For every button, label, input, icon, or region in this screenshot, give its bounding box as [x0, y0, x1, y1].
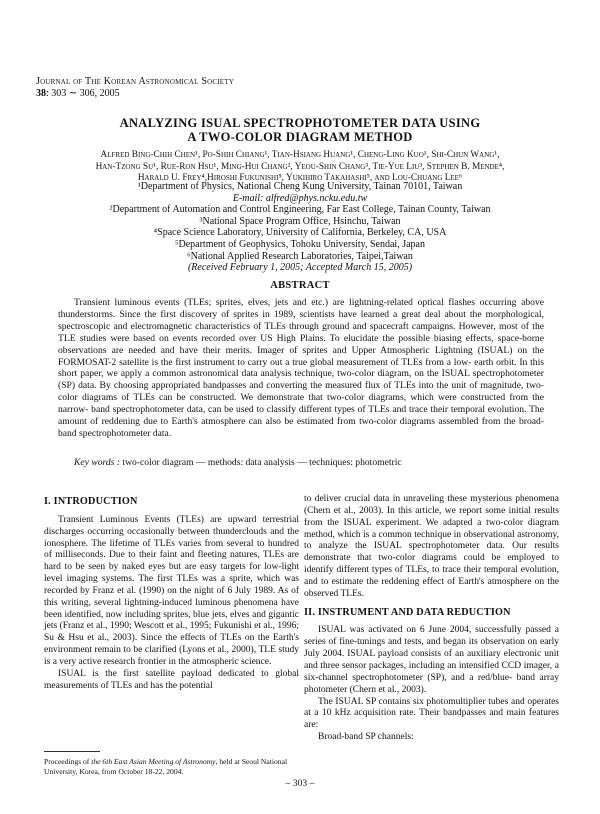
- page-number: – 303 –: [285, 778, 315, 789]
- section-2-heading: II. INSTRUMENT AND DATA REDUCTION: [304, 606, 511, 618]
- keywords-label: Key words :: [74, 457, 121, 468]
- affiliation-1: ¹Department of Physics, National Cheng Kung University, Tainan 70101, Taiwan: [137, 181, 463, 192]
- authors-line-2: Han-Tzong Su¹, Rue-Ron Hsu¹, Ming-Hui Chang², Yeou-Shin Chang³, Tie-Yue Liu³, Stephen B. Mende⁴,: [95, 161, 505, 172]
- abstract-text: Transient luminous events (TLEs; sprites, elves, jets and etc.) are lightning-related optical flashes occurring above thunderstorms. Since the first discovery of sprites in 1989, scientists have learned a great deal about the morphological, spectroscopic and electromagnetic characteristics of TLEs through ground and spacecraft campaigns. However, most of the TLE studies were based on events recorded over US High Plains. To elucidate the possible biasing effects, space-borne observations are needed and have their merits. Imager of sprites and Upper Atmospheric Lightning (ISUAL) on the FORMOSAT-2 satellite is the first instrument to carry out a true global measurement of TLEs from a low- earth orbit. In this short paper, we apply a common astronomical data analysis technique, two-color diagram, on the ISUAL spectrophotometer (SP) data. By choosing appropriated bandpasses and converting the measured flux of TLEs into the unit of magnitude, two-color diagrams of TLEs can be constructed. We demonstrate that two-color diagrams, which were constructed from the narrow- band spectrophotometer data, can be used to classify different types of TLEs and trace their temporal evolution. The amount of reddening due to Earth's atmosphere can also be estimated from two-color diagrams assembled from the broad-band spectrophotometer data.: [58, 297, 544, 439]
- keywords-text: two-color diagram — methods: data analysis — techniques: photometric: [120, 457, 402, 468]
- intro-paragraph-continued: to deliver crucial data in unraveling these mysterious phenomena (Chern et al., 2003). In this article, we report some initial results from the ISUAL experiment. We adapted a two-color diagram method, which is a common technique in observational astronomy, to analyze the ISUAL spectrophotometer data. Our results demonstrate that two-color diagrams could be employed to identify different types of TLEs, to trace their temporal evolution, and to estimate the reddening effect of Earth's atmosphere on the observed TLEs.: [304, 494, 559, 599]
- intro-paragraph-2: ISUAL is the first satellite payload dedicated to global measurements of TLEs and has the potential: [44, 668, 299, 691]
- affiliation-5: ⁵Department of Geophysics, Tohoku University, Sendai, Japan: [175, 238, 425, 250]
- affiliation-2: ²Department of Automation and Control Engineering, Far East College, Tainan County, Taiwan: [109, 204, 491, 216]
- author-list: [40, 150, 560, 185]
- instrument-paragraph-3: Broad-band SP channels:: [318, 732, 414, 743]
- journal-volume-line: [36, 88, 234, 100]
- affiliation-6: ⁶National Applied Research Laboratories, Taipei,Taiwan: [187, 250, 413, 262]
- journal-header: [36, 76, 234, 100]
- instrument-paragraph-1: ISUAL was activated on 6 June 2004, successfully passed a series of fine-tunings and tests, and began its observation on early July 2004. ISUAL payload consists of an auxiliary electronic unit and three sensor packages, including an intensified CCD imager, a six-channel spectrophotometer (SP), and a red/blue- band array photometer (Chern et al., 2003).: [304, 625, 559, 695]
- journal-pages: : 303 ∼ 306, 2005: [46, 88, 120, 99]
- authors-line-3: Harald U. Frey⁴,Hiroshi Fukunishi⁵, Yukihiro Takahashi⁵, and Lou-Chuang Lee⁶: [137, 173, 463, 183]
- footnote-meeting: the 6th East Asian Meeting of Astronomy: [91, 757, 216, 766]
- left-column: [44, 496, 299, 693]
- right-column: [304, 494, 559, 744]
- affiliations: [40, 181, 560, 274]
- affiliation-4: ⁴Space Science Laboratory, University of California, Berkeley, CA, USA: [153, 227, 447, 239]
- abstract-heading: ABSTRACT: [270, 280, 330, 291]
- affiliation-3: ³National Space Program Office, Hsinchu, Taiwan: [199, 215, 401, 227]
- footnote-divider: [44, 751, 100, 752]
- journal-name: Journal of The Korean Astronomical Society: [36, 76, 234, 87]
- journal-volume: 38: [36, 88, 46, 99]
- received-dates: (Received February 1, 2005; Accepted March 15, 2005): [187, 262, 413, 274]
- title-line-1: ANALYZING ISUAL SPECTROPHOTOMETER DATA USING: [119, 116, 481, 130]
- instrument-paragraph-2: The ISUAL SP contains six photomultiplier tubes and operates at a 10 kHz acquisition rate. Their bandpasses and main features are:: [304, 696, 559, 731]
- section-1-heading: I. INTRODUCTION: [44, 496, 138, 507]
- keywords-line: [74, 457, 544, 468]
- footnote-suffix: , held at Seoul National University, Korea, from October 18-22, 2004.: [44, 757, 288, 776]
- title-line-2: A TWO-COLOR DIAGRAM METHOD: [187, 130, 413, 144]
- author-email: E-mail: alfred@phys.ncku.edu.tw: [232, 192, 368, 204]
- intro-paragraph-1: Transient Luminous Events (TLEs) are upward terrestrial discharges occurring occasionally between thunderclouds and the ionosphere. The lifetime of TLEs varies from several to hundred of milliseconds. Due to their faint and fleeting natures, TLEs are hard to be seen by naked eyes but are easy targets for low-light level imaging systems. The first TLEs was a sprite, which was recorded by Franz et al. (1990) on the night of 6 July 1989. As of this writing, several lightning-induced luminous phenomena have been identified, now including sprites, blue jets, elves and gigantic jets (Franz et al., 1990; Wescott et al., 1995; Fukunishi et al., 1996; Su & Hsu et al., 2003). Since the effects of TLEs on the Earth's environment remain to be clarified (Lyons et al., 2000), TLE study is a very active research frontier in the atmospheric science.: [44, 514, 299, 667]
- footnote-prefix: Proceedings of: [44, 757, 92, 766]
- footnote: [44, 757, 300, 776]
- paper-title: [60, 116, 540, 144]
- authors-line-1: Alfred Bing-Chih Chen¹, Po-Shih Chiang¹, Tian-Hsiang Huang¹, Cheng-Ling Kuo¹, Shi-Chun Wang¹,: [100, 150, 500, 160]
